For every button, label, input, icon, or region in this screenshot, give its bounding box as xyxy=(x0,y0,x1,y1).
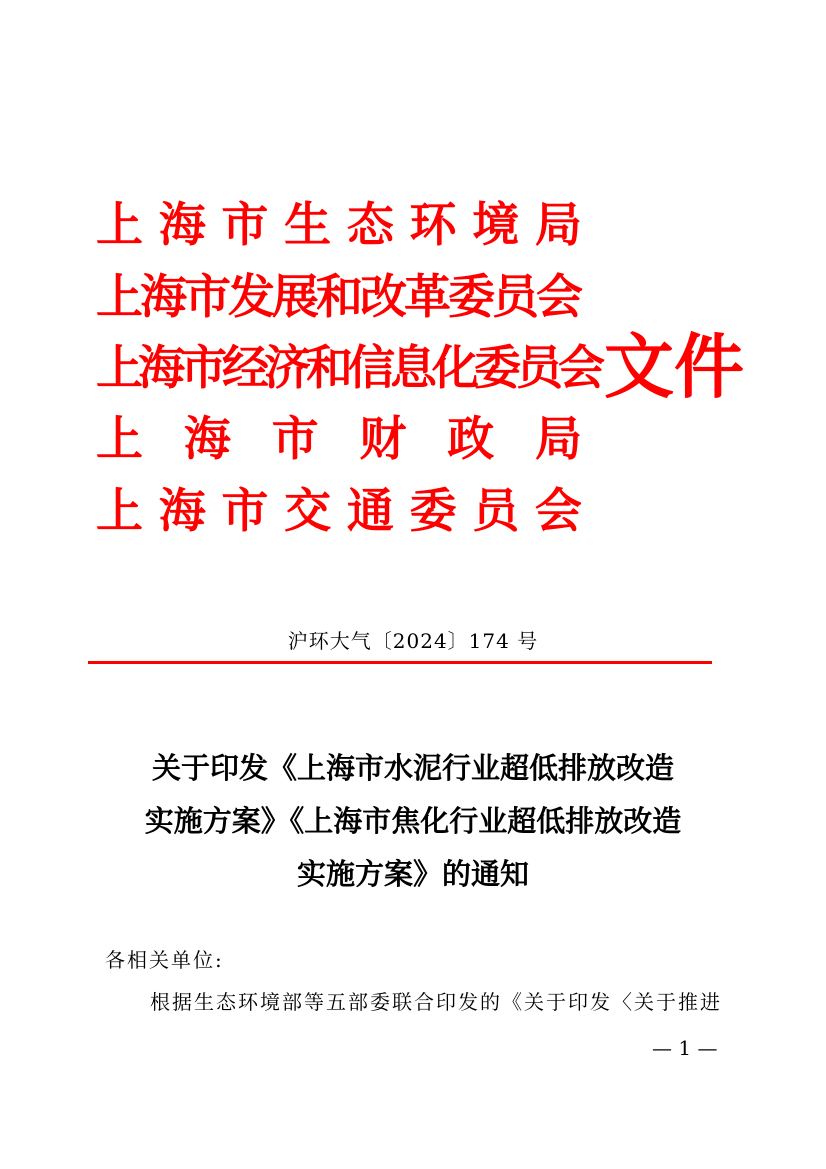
document-title xyxy=(0,742,826,901)
issuer-char: 财 xyxy=(359,412,407,467)
issuer-char: 局 xyxy=(534,412,582,467)
addressee: 各相关单位: xyxy=(105,948,224,972)
issuer-char: 交 xyxy=(284,484,332,539)
issuer-char: 境 xyxy=(472,198,520,253)
issuer-finance-bureau xyxy=(96,410,582,470)
title-line: 实施方案》的通知 xyxy=(296,857,529,891)
issuer-char: 市 xyxy=(221,198,269,253)
issuer-char: 态 xyxy=(346,198,394,253)
red-divider xyxy=(88,661,712,664)
issuer-transport-commission xyxy=(96,482,582,542)
issuer-char: 上 xyxy=(96,484,143,539)
document-type-label: 文件 xyxy=(604,325,744,408)
issuer-char: 生 xyxy=(284,198,332,253)
issuer-char: 会 xyxy=(534,484,582,539)
issuer-char: 市 xyxy=(271,412,319,467)
body-paragraph: 根据生态环境部等五部委联合印发的《关于印发〈关于推进 xyxy=(150,990,722,1014)
issuer-char: 上 xyxy=(96,412,143,467)
title-line: 实施方案》《上海市焦化行业超低排放改造 xyxy=(144,804,682,838)
issuer-char: 海 xyxy=(183,412,231,467)
issuer-char: 员 xyxy=(472,484,520,539)
issuer-economy-informatization-commission: 上海市经济和信息化委员会 xyxy=(96,341,600,396)
issuer-ecology-environment-bureau xyxy=(96,196,582,256)
issuer-char: 海 xyxy=(158,198,206,253)
issuer-char: 海 xyxy=(158,484,206,539)
page-number: — 1 — xyxy=(652,1036,718,1060)
issuer-header xyxy=(96,196,744,556)
issuer-char: 通 xyxy=(346,484,394,539)
issuer-char: 委 xyxy=(409,484,457,539)
title-line: 关于印发《上海市水泥行业超低排放改造 xyxy=(151,751,674,785)
issuer-char: 政 xyxy=(447,412,495,467)
issuer-development-reform-commission: 上海市发展和改革委员会 xyxy=(96,270,580,325)
issuer-char: 上 xyxy=(96,198,143,253)
issuer-char: 市 xyxy=(221,484,269,539)
issuer-char: 局 xyxy=(534,198,582,253)
issuer-char: 环 xyxy=(409,198,457,253)
document-number: 沪环大气〔2024〕174 号 xyxy=(287,629,539,653)
